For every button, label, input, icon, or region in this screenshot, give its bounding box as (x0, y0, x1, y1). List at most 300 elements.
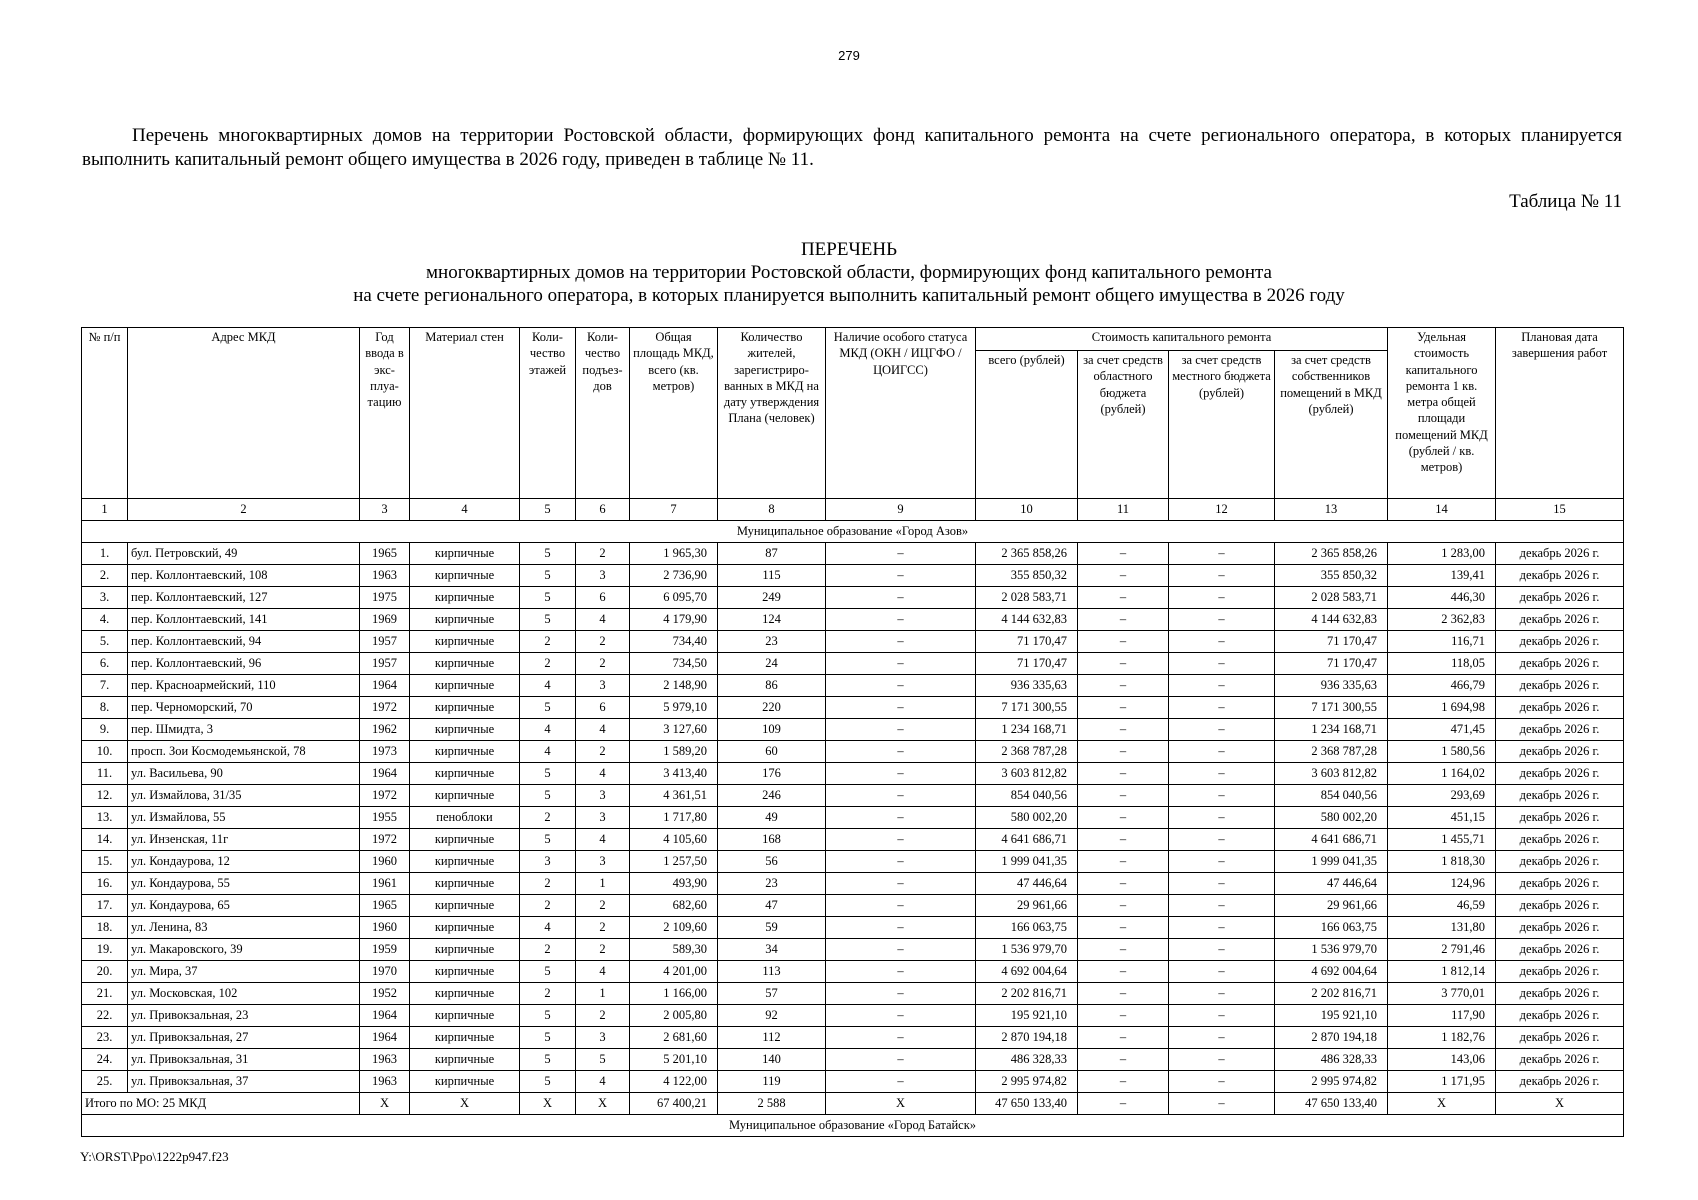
material-cell: кирпичные (410, 763, 520, 785)
table-row (82, 873, 1624, 895)
completion-date-cell: декабрь 2026 г. (1496, 697, 1624, 719)
cost-total-cell: 4 692 004,64 (976, 961, 1078, 983)
cost-local-cell: – (1169, 961, 1275, 983)
year-cell: 1975 (360, 587, 410, 609)
material-cell: кирпичные (410, 675, 520, 697)
address-cell: просп. Зои Космодемьянской, 78 (128, 741, 360, 763)
cost-owners-cell: 355 850,32 (1275, 565, 1388, 587)
residents-cell: 57 (718, 983, 826, 1005)
cost-local-cell: – (1169, 785, 1275, 807)
cost-owners-cell: 2 995 974,82 (1275, 1071, 1388, 1093)
entrances-cell: 3 (576, 807, 630, 829)
year-cell: 1961 (360, 873, 410, 895)
cost-local-cell: – (1169, 1071, 1275, 1093)
area-cell: 2 005,80 (630, 1005, 718, 1027)
material-cell: кирпичные (410, 565, 520, 587)
address-cell: ул. Измайлова, 55 (128, 807, 360, 829)
material-cell: кирпичные (410, 873, 520, 895)
unit-cost-cell: 1 812,14 (1388, 961, 1496, 983)
floors-cell: 5 (520, 587, 576, 609)
material-cell: кирпичные (410, 917, 520, 939)
area-cell: 734,50 (630, 653, 718, 675)
cost-owners-cell: 47 446,64 (1275, 873, 1388, 895)
material-cell: пеноблоки (410, 807, 520, 829)
total-local-cell: – (1169, 1093, 1275, 1115)
address-cell: пер. Коллонтаевский, 127 (128, 587, 360, 609)
cost-regional-cell: – (1078, 565, 1169, 587)
entrances-cell: 4 (576, 829, 630, 851)
cost-regional-cell: – (1078, 1027, 1169, 1049)
unit-cost-cell: 143,06 (1388, 1049, 1496, 1071)
residents-cell: 60 (718, 741, 826, 763)
material-cell: кирпичные (410, 653, 520, 675)
year-cell: 1964 (360, 763, 410, 785)
unit-cost-cell: 1 164,02 (1388, 763, 1496, 785)
cost-local-cell: – (1169, 939, 1275, 961)
floors-cell: 5 (520, 1005, 576, 1027)
cost-owners-cell: 936 335,63 (1275, 675, 1388, 697)
year-cell: 1964 (360, 1027, 410, 1049)
status-cell: – (826, 543, 976, 565)
residents-cell: 112 (718, 1027, 826, 1049)
year-cell: 1963 (360, 565, 410, 587)
unit-cost-cell: 3 770,01 (1388, 983, 1496, 1005)
status-cell: – (826, 763, 976, 785)
residents-cell: 56 (718, 851, 826, 873)
row-number: 21. (82, 983, 128, 1005)
completion-date-cell: декабрь 2026 г. (1496, 851, 1624, 873)
completion-date-cell: декабрь 2026 г. (1496, 565, 1624, 587)
cost-owners-cell: 2 202 816,71 (1275, 983, 1388, 1005)
cost-local-cell: – (1169, 895, 1275, 917)
section-row (82, 521, 1624, 543)
column-number: 1 (82, 499, 128, 521)
floors-cell: 5 (520, 829, 576, 851)
entrances-cell: 2 (576, 939, 630, 961)
completion-date-cell: декабрь 2026 г. (1496, 609, 1624, 631)
address-cell: ул. Инзенская, 11г (128, 829, 360, 851)
area-cell: 4 105,60 (630, 829, 718, 851)
header-floors: Коли-чество этажей (520, 328, 576, 499)
cost-regional-cell: – (1078, 983, 1169, 1005)
floors-cell: 5 (520, 961, 576, 983)
total-label: Итого по МО: 25 МКД (82, 1093, 360, 1115)
address-cell: ул. Кондаурова, 65 (128, 895, 360, 917)
total-date-cell: X (1496, 1093, 1624, 1115)
floors-cell: 5 (520, 543, 576, 565)
cost-total-cell: 7 171 300,55 (976, 697, 1078, 719)
material-cell: кирпичные (410, 697, 520, 719)
cost-regional-cell: – (1078, 719, 1169, 741)
cost-regional-cell: – (1078, 917, 1169, 939)
material-cell: кирпичные (410, 741, 520, 763)
material-cell: кирпичные (410, 719, 520, 741)
year-cell: 1957 (360, 631, 410, 653)
cost-regional-cell: – (1078, 543, 1169, 565)
unit-cost-cell: 1 455,71 (1388, 829, 1496, 851)
status-cell: – (826, 807, 976, 829)
address-cell: ул. Кондаурова, 55 (128, 873, 360, 895)
year-cell: 1957 (360, 653, 410, 675)
row-number: 4. (82, 609, 128, 631)
residents-cell: 49 (718, 807, 826, 829)
entrances-cell: 2 (576, 917, 630, 939)
residents-cell: 34 (718, 939, 826, 961)
cost-owners-cell: 2 028 583,71 (1275, 587, 1388, 609)
completion-date-cell: декабрь 2026 г. (1496, 983, 1624, 1005)
table-row (82, 895, 1624, 917)
table-row (82, 939, 1624, 961)
cost-total-cell: 1 536 979,70 (976, 939, 1078, 961)
table-body (82, 499, 1624, 1137)
cost-local-cell: – (1169, 917, 1275, 939)
status-cell: – (826, 1027, 976, 1049)
year-cell: 1972 (360, 829, 410, 851)
row-number: 17. (82, 895, 128, 917)
address-cell: ул. Васильева, 90 (128, 763, 360, 785)
row-number: 16. (82, 873, 128, 895)
cost-owners-cell: 4 692 004,64 (1275, 961, 1388, 983)
heading-line-3: на счете регионального оператора, в которых планируется выполнить капитальный ремонт общего имущества в 2026 году (353, 285, 1345, 306)
material-cell: кирпичные (410, 631, 520, 653)
unit-cost-cell: 451,15 (1388, 807, 1496, 829)
floors-cell: 2 (520, 807, 576, 829)
address-cell: пер. Шмидта, 3 (128, 719, 360, 741)
cost-regional-cell: – (1078, 851, 1169, 873)
residents-cell: 176 (718, 763, 826, 785)
address-cell: пер. Коллонтаевский, 108 (128, 565, 360, 587)
header-num: № п/п (82, 328, 128, 499)
cost-total-cell: 166 063,75 (976, 917, 1078, 939)
cost-total-cell: 71 170,47 (976, 653, 1078, 675)
floors-cell: 5 (520, 763, 576, 785)
cost-owners-cell: 166 063,75 (1275, 917, 1388, 939)
entrances-cell: 1 (576, 983, 630, 1005)
table-row (82, 983, 1624, 1005)
table-row (82, 697, 1624, 719)
cost-regional-cell: – (1078, 631, 1169, 653)
status-cell: – (826, 873, 976, 895)
residents-cell: 47 (718, 895, 826, 917)
cost-total-cell: 47 446,64 (976, 873, 1078, 895)
table-row (82, 543, 1624, 565)
total-year-cell: X (360, 1093, 410, 1115)
status-cell: – (826, 741, 976, 763)
row-number: 22. (82, 1005, 128, 1027)
table-row (82, 1005, 1624, 1027)
residents-cell: 109 (718, 719, 826, 741)
area-cell: 2 148,90 (630, 675, 718, 697)
cost-local-cell: – (1169, 587, 1275, 609)
residents-cell: 86 (718, 675, 826, 697)
cost-owners-cell: 4 144 632,83 (1275, 609, 1388, 631)
cost-owners-cell: 3 603 812,82 (1275, 763, 1388, 785)
year-cell: 1963 (360, 1049, 410, 1071)
cost-regional-cell: – (1078, 1005, 1169, 1027)
address-cell: ул. Московская, 102 (128, 983, 360, 1005)
cost-total-cell: 4 144 632,83 (976, 609, 1078, 631)
section-title: Муниципальное образование «Город Батайск» (82, 1115, 1624, 1137)
floors-cell: 2 (520, 653, 576, 675)
cost-local-cell: – (1169, 851, 1275, 873)
address-cell: пер. Коллонтаевский, 141 (128, 609, 360, 631)
cost-total-cell: 2 995 974,82 (976, 1071, 1078, 1093)
status-cell: – (826, 939, 976, 961)
unit-cost-cell: 2 791,46 (1388, 939, 1496, 961)
cost-regional-cell: – (1078, 763, 1169, 785)
entrances-cell: 2 (576, 741, 630, 763)
section-row (82, 1115, 1624, 1137)
material-cell: кирпичные (410, 983, 520, 1005)
area-cell: 734,40 (630, 631, 718, 653)
completion-date-cell: декабрь 2026 г. (1496, 917, 1624, 939)
residents-cell: 87 (718, 543, 826, 565)
unit-cost-cell: 1 580,56 (1388, 741, 1496, 763)
area-cell: 5 201,10 (630, 1049, 718, 1071)
material-cell: кирпичные (410, 1049, 520, 1071)
completion-date-cell: декабрь 2026 г. (1496, 1027, 1624, 1049)
cost-regional-cell: – (1078, 675, 1169, 697)
table-row (82, 719, 1624, 741)
cost-regional-cell: – (1078, 653, 1169, 675)
total-row (82, 1093, 1624, 1115)
cost-total-cell: 71 170,47 (976, 631, 1078, 653)
entrances-cell: 6 (576, 587, 630, 609)
table-row (82, 609, 1624, 631)
completion-date-cell: декабрь 2026 г. (1496, 543, 1624, 565)
cost-local-cell: – (1169, 983, 1275, 1005)
area-cell: 4 122,00 (630, 1071, 718, 1093)
cost-owners-cell: 4 641 686,71 (1275, 829, 1388, 851)
row-number: 13. (82, 807, 128, 829)
material-cell: кирпичные (410, 543, 520, 565)
completion-date-cell: декабрь 2026 г. (1496, 895, 1624, 917)
status-cell: – (826, 631, 976, 653)
row-number: 10. (82, 741, 128, 763)
cost-total-cell: 854 040,56 (976, 785, 1078, 807)
heading-line-2: многоквартирных домов на территории Ростовской области, формирующих фонд капитального ремонта (426, 262, 1272, 283)
cost-total-cell: 2 870 194,18 (976, 1027, 1078, 1049)
entrances-cell: 3 (576, 785, 630, 807)
table-row (82, 1049, 1624, 1071)
table-row (82, 851, 1624, 873)
table-row (82, 631, 1624, 653)
header-cost-group: Стоимость капитального ремонта (976, 328, 1388, 351)
year-cell: 1965 (360, 895, 410, 917)
header-unit-cost: Удельная стоимость капитального ремонта 1 кв. метра общей площади помещений МКД (рублей / кв. метров) (1388, 328, 1496, 499)
floors-cell: 5 (520, 565, 576, 587)
status-cell: – (826, 587, 976, 609)
year-cell: 1952 (360, 983, 410, 1005)
residents-cell: 246 (718, 785, 826, 807)
floors-cell: 2 (520, 873, 576, 895)
address-cell: ул. Макаровского, 39 (128, 939, 360, 961)
floors-cell: 2 (520, 631, 576, 653)
unit-cost-cell: 293,69 (1388, 785, 1496, 807)
table-row (82, 1027, 1624, 1049)
entrances-cell: 5 (576, 1049, 630, 1071)
cost-owners-cell: 1 536 979,70 (1275, 939, 1388, 961)
total-material-cell: X (410, 1093, 520, 1115)
completion-date-cell: декабрь 2026 г. (1496, 961, 1624, 983)
material-cell: кирпичные (410, 609, 520, 631)
row-number: 19. (82, 939, 128, 961)
floors-cell: 4 (520, 719, 576, 741)
completion-date-cell: декабрь 2026 г. (1496, 719, 1624, 741)
floors-cell: 5 (520, 1071, 576, 1093)
unit-cost-cell: 1 283,00 (1388, 543, 1496, 565)
material-cell: кирпичные (410, 1071, 520, 1093)
cost-owners-cell: 2 365 858,26 (1275, 543, 1388, 565)
column-number: 7 (630, 499, 718, 521)
cost-total-cell: 1 999 041,35 (976, 851, 1078, 873)
total-regional-cell: – (1078, 1093, 1169, 1115)
column-numbers-row (82, 499, 1624, 521)
completion-date-cell: декабрь 2026 г. (1496, 939, 1624, 961)
cost-owners-cell: 486 328,33 (1275, 1049, 1388, 1071)
entrances-cell: 2 (576, 543, 630, 565)
completion-date-cell: декабрь 2026 г. (1496, 763, 1624, 785)
table-row (82, 741, 1624, 763)
unit-cost-cell: 118,05 (1388, 653, 1496, 675)
address-cell: ул. Измайлова, 31/35 (128, 785, 360, 807)
area-cell: 682,60 (630, 895, 718, 917)
material-cell: кирпичные (410, 961, 520, 983)
file-path: Y:\ORST\Ppo\1222p947.f23 (80, 1149, 229, 1164)
status-cell: – (826, 609, 976, 631)
cost-local-cell: – (1169, 631, 1275, 653)
cost-local-cell: – (1169, 565, 1275, 587)
cost-local-cell: – (1169, 873, 1275, 895)
cost-owners-cell: 580 002,20 (1275, 807, 1388, 829)
address-cell: пер. Черноморский, 70 (128, 697, 360, 719)
residents-cell: 124 (718, 609, 826, 631)
unit-cost-cell: 131,80 (1388, 917, 1496, 939)
cost-local-cell: – (1169, 653, 1275, 675)
status-cell: – (826, 851, 976, 873)
status-cell: – (826, 697, 976, 719)
cost-regional-cell: – (1078, 873, 1169, 895)
residents-cell: 168 (718, 829, 826, 851)
cost-local-cell: – (1169, 719, 1275, 741)
floors-cell: 4 (520, 675, 576, 697)
heading-title: ПЕРЕЧЕНЬ (800, 239, 898, 260)
cost-owners-cell: 1 999 041,35 (1275, 851, 1388, 873)
year-cell: 1972 (360, 697, 410, 719)
table-row (82, 675, 1624, 697)
total-residents-cell: 2 588 (718, 1093, 826, 1115)
row-number: 24. (82, 1049, 128, 1071)
status-cell: – (826, 565, 976, 587)
status-cell: – (826, 895, 976, 917)
column-number: 15 (1496, 499, 1624, 521)
row-number: 14. (82, 829, 128, 851)
entrances-cell: 4 (576, 763, 630, 785)
floors-cell: 2 (520, 939, 576, 961)
unit-cost-cell: 1 694,98 (1388, 697, 1496, 719)
table-row (82, 829, 1624, 851)
completion-date-cell: декабрь 2026 г. (1496, 873, 1624, 895)
area-cell: 2 109,60 (630, 917, 718, 939)
year-cell: 1973 (360, 741, 410, 763)
cost-local-cell: – (1169, 1049, 1275, 1071)
completion-date-cell: декабрь 2026 г. (1496, 807, 1624, 829)
residents-cell: 23 (718, 873, 826, 895)
column-number: 14 (1388, 499, 1496, 521)
cost-local-cell: – (1169, 763, 1275, 785)
cost-total-cell: 936 335,63 (976, 675, 1078, 697)
row-number: 12. (82, 785, 128, 807)
cost-regional-cell: – (1078, 939, 1169, 961)
cost-regional-cell: – (1078, 587, 1169, 609)
cost-owners-cell: 2 368 787,28 (1275, 741, 1388, 763)
column-number: 6 (576, 499, 630, 521)
table-row (82, 763, 1624, 785)
cost-local-cell: – (1169, 609, 1275, 631)
row-number: 18. (82, 917, 128, 939)
cost-total-cell: 2 202 816,71 (976, 983, 1078, 1005)
area-cell: 3 127,60 (630, 719, 718, 741)
row-number: 7. (82, 675, 128, 697)
unit-cost-cell: 1 818,30 (1388, 851, 1496, 873)
address-cell: ул. Мира, 37 (128, 961, 360, 983)
address-cell: пер. Коллонтаевский, 96 (128, 653, 360, 675)
residents-cell: 115 (718, 565, 826, 587)
cost-owners-cell: 7 171 300,55 (1275, 697, 1388, 719)
row-number: 3. (82, 587, 128, 609)
total-cost-cell: 47 650 133,40 (976, 1093, 1078, 1115)
total-floors-cell: X (520, 1093, 576, 1115)
table-heading (0, 238, 1698, 307)
cost-owners-cell: 854 040,56 (1275, 785, 1388, 807)
cost-total-cell: 580 002,20 (976, 807, 1078, 829)
floors-cell: 3 (520, 851, 576, 873)
residents-cell: 113 (718, 961, 826, 983)
completion-date-cell: декабрь 2026 г. (1496, 587, 1624, 609)
total-area-cell: 67 400,21 (630, 1093, 718, 1115)
row-number: 11. (82, 763, 128, 785)
cost-regional-cell: – (1078, 609, 1169, 631)
header-status: Наличие особого статуса МКД (ОКН / ИЦГФО / ЦОИГСС) (826, 328, 976, 499)
column-number: 12 (1169, 499, 1275, 521)
entrances-cell: 2 (576, 631, 630, 653)
completion-date-cell: декабрь 2026 г. (1496, 631, 1624, 653)
header-year: Год ввода в экс-плуа-тацию (360, 328, 410, 499)
registry-table (81, 327, 1624, 1137)
area-cell: 1 717,80 (630, 807, 718, 829)
floors-cell: 5 (520, 785, 576, 807)
cost-total-cell: 29 961,66 (976, 895, 1078, 917)
cost-local-cell: – (1169, 675, 1275, 697)
material-cell: кирпичные (410, 785, 520, 807)
cost-owners-cell: 195 921,10 (1275, 1005, 1388, 1027)
completion-date-cell: декабрь 2026 г. (1496, 829, 1624, 851)
cost-regional-cell: – (1078, 807, 1169, 829)
status-cell: – (826, 829, 976, 851)
area-cell: 493,90 (630, 873, 718, 895)
entrances-cell: 3 (576, 565, 630, 587)
year-cell: 1965 (360, 543, 410, 565)
header-cost-local: за счет средств местного бюджета (рублей) (1169, 351, 1275, 499)
total-unit-cell: X (1388, 1093, 1496, 1115)
cost-local-cell: – (1169, 741, 1275, 763)
year-cell: 1964 (360, 1005, 410, 1027)
cost-total-cell: 2 028 583,71 (976, 587, 1078, 609)
total-status-cell: X (826, 1093, 976, 1115)
row-number: 6. (82, 653, 128, 675)
address-cell: ул. Кондаурова, 12 (128, 851, 360, 873)
entrances-cell: 3 (576, 851, 630, 873)
